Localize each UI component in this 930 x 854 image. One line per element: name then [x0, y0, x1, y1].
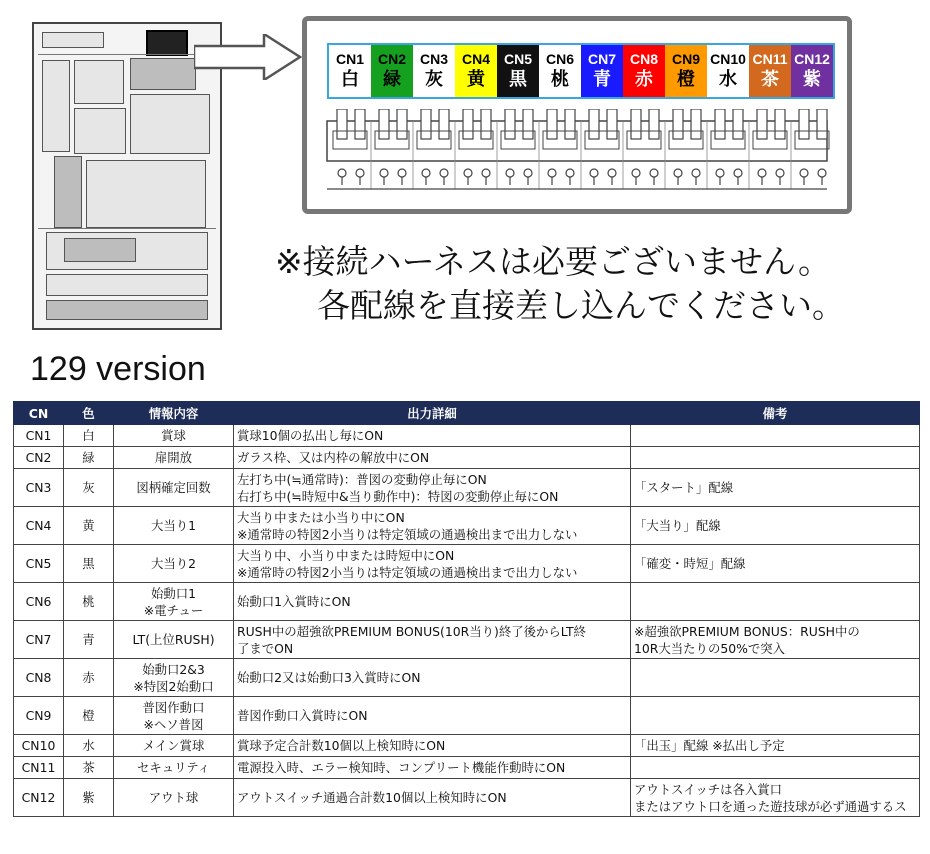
table-row	[14, 507, 920, 545]
connector-number: CN11	[752, 51, 788, 67]
cell-info: 始動口2&3 ※特図2始動口	[114, 659, 234, 697]
connector-number: CN10	[710, 51, 746, 67]
cell-cn: CN11	[14, 757, 64, 779]
connector-highlight	[146, 30, 188, 56]
table-row	[14, 735, 920, 757]
table-row	[14, 757, 920, 779]
connector-labels	[327, 43, 835, 99]
cell-remark	[631, 425, 920, 447]
cell-remark: 「スタート」配線	[631, 469, 920, 507]
cell-remark: 「確変・時短」配線	[631, 545, 920, 583]
cell-detail: 大当り中、小当り中または時短中にON ※通常時の特図2小当りは特定領域の通過検出まで出力しない	[234, 545, 631, 583]
cell-cn: CN1	[14, 425, 64, 447]
connector-number: CN6	[545, 51, 574, 67]
connector-color: 橙	[677, 69, 695, 89]
table-row	[14, 447, 920, 469]
cell-color: 灰	[64, 469, 114, 507]
cell-color: 紫	[64, 779, 114, 817]
table-row	[14, 659, 920, 697]
connector-number: CN1	[335, 51, 364, 67]
table-row	[14, 469, 920, 507]
connector-color: 青	[593, 69, 611, 89]
connector-color: 赤	[635, 69, 653, 89]
connector-label	[749, 45, 791, 97]
cell-color: 白	[64, 425, 114, 447]
cell-remark	[631, 697, 920, 735]
cell-color: 桃	[64, 583, 114, 621]
cell-cn: CN2	[14, 447, 64, 469]
output-spec-table	[13, 401, 920, 817]
cell-cn: CN6	[14, 583, 64, 621]
connector-color: 黒	[509, 69, 527, 89]
cell-remark: 「大当り」配線	[631, 507, 920, 545]
connector-number: CN9	[671, 51, 700, 67]
cell-info: 大当り1	[114, 507, 234, 545]
cell-cn: CN10	[14, 735, 64, 757]
cell-cn: CN7	[14, 621, 64, 659]
cell-remark	[631, 583, 920, 621]
cell-color: 黄	[64, 507, 114, 545]
cell-detail: 始動口2又は始動口3入賞時にON	[234, 659, 631, 697]
cell-info: メイン賞球	[114, 735, 234, 757]
col-header-info: 情報内容	[114, 402, 234, 425]
connector-color: 黄	[467, 69, 485, 89]
connector-number: CN8	[629, 51, 658, 67]
cell-info: 賞球	[114, 425, 234, 447]
cell-detail: 始動口1入賞時にON	[234, 583, 631, 621]
cell-cn: CN4	[14, 507, 64, 545]
table-row	[14, 621, 920, 659]
cell-cn: CN8	[14, 659, 64, 697]
connector-color: 紫	[803, 69, 821, 89]
cell-info: 大当り2	[114, 545, 234, 583]
version-label: 129 version	[30, 350, 206, 388]
table-row	[14, 697, 920, 735]
connector-color: 桃	[551, 69, 569, 89]
connector-label	[329, 45, 371, 97]
cell-color: 水	[64, 735, 114, 757]
cell-info: アウト球	[114, 779, 234, 817]
col-header-color: 色	[64, 402, 114, 425]
cell-detail: 普図作動口入賞時にON	[234, 697, 631, 735]
connector-number: CN4	[461, 51, 490, 67]
connector-color: 緑	[383, 69, 401, 89]
notice-line-1: ※接続ハーネスは必要ございません。	[275, 242, 831, 281]
connector-color: 水	[719, 69, 737, 89]
cell-cn: CN9	[14, 697, 64, 735]
harness-notice	[275, 240, 845, 328]
col-header-remark: 備考	[631, 402, 920, 425]
cell-detail: RUSH中の超強欲PREMIUM BONUS(10R当り)終了後からLT終 了までON	[234, 621, 631, 659]
cell-detail: 賞球予定合計数10個以上検知時にON	[234, 735, 631, 757]
notice-line-2: 各配線を直接差し込んでください。	[317, 286, 845, 325]
cell-color: 赤	[64, 659, 114, 697]
cell-cn: CN3	[14, 469, 64, 507]
col-header-cn: CN	[14, 402, 64, 425]
cell-detail: 賞球10個の払出し毎にON	[234, 425, 631, 447]
connector-detail-panel	[302, 16, 852, 214]
connector-label	[665, 45, 707, 97]
connector-label	[539, 45, 581, 97]
cell-detail: 電源投入時、エラー検知時、コンプリート機能作動時にON	[234, 757, 631, 779]
cell-info: LT(上位RUSH)	[114, 621, 234, 659]
connector-label	[497, 45, 539, 97]
cell-color: 青	[64, 621, 114, 659]
connector-label	[581, 45, 623, 97]
cell-detail: アウトスイッチ通過合計数10個以上検知時にON	[234, 779, 631, 817]
cell-info: 普図作動口 ※ヘソ普図	[114, 697, 234, 735]
table-row	[14, 583, 920, 621]
table-row	[14, 779, 920, 817]
arrow-icon	[194, 34, 304, 84]
connector-number: CN5	[503, 51, 532, 67]
cell-color: 茶	[64, 757, 114, 779]
connector-label	[455, 45, 497, 97]
connector-label	[413, 45, 455, 97]
connector-label	[623, 45, 665, 97]
cell-info: 図柄確定回数	[114, 469, 234, 507]
col-header-detail: 出力詳細	[234, 402, 631, 425]
connector-color: 茶	[761, 69, 779, 89]
cell-remark: アウトスイッチは各入賞口 またはアウト口を通った遊技球が必ず通過するス	[631, 779, 920, 817]
cell-remark	[631, 659, 920, 697]
cell-color: 橙	[64, 697, 114, 735]
cell-remark	[631, 757, 920, 779]
connector-number: CN7	[587, 51, 616, 67]
connector-number: CN3	[419, 51, 448, 67]
cell-info: 始動口1 ※電チュー	[114, 583, 234, 621]
connector-label	[707, 45, 749, 97]
table-header-row	[14, 402, 920, 425]
connector-pins-diagram	[325, 109, 835, 199]
connector-label	[791, 45, 833, 97]
cell-detail: 大当り中または小当り中にON ※通常時の特図2小当りは特定領域の通過検出まで出力しない	[234, 507, 631, 545]
cell-cn: CN12	[14, 779, 64, 817]
table-row	[14, 545, 920, 583]
cell-remark	[631, 447, 920, 469]
cell-remark: ※超強欲PREMIUM BONUS：RUSH中の 10R大当たりの50%で突入	[631, 621, 920, 659]
cell-detail: 左打ち中(≒通常時)：普図の変動停止毎にON 右打ち中(≒時短中&当り動作中)：特図の変動停止毎にON	[234, 469, 631, 507]
cell-info: 扉開放	[114, 447, 234, 469]
table-row	[14, 425, 920, 447]
connector-color: 白	[341, 69, 359, 89]
connector-number: CN12	[794, 51, 830, 67]
cell-color: 緑	[64, 447, 114, 469]
connector-number: CN2	[377, 51, 406, 67]
connector-color: 灰	[425, 69, 443, 89]
cell-detail: ガラス枠、又は内枠の解放中にON	[234, 447, 631, 469]
cell-cn: CN5	[14, 545, 64, 583]
connector-label	[371, 45, 413, 97]
cell-remark: 「出玉」配線 ※払出し予定	[631, 735, 920, 757]
cell-info: セキュリティ	[114, 757, 234, 779]
cell-color: 黒	[64, 545, 114, 583]
